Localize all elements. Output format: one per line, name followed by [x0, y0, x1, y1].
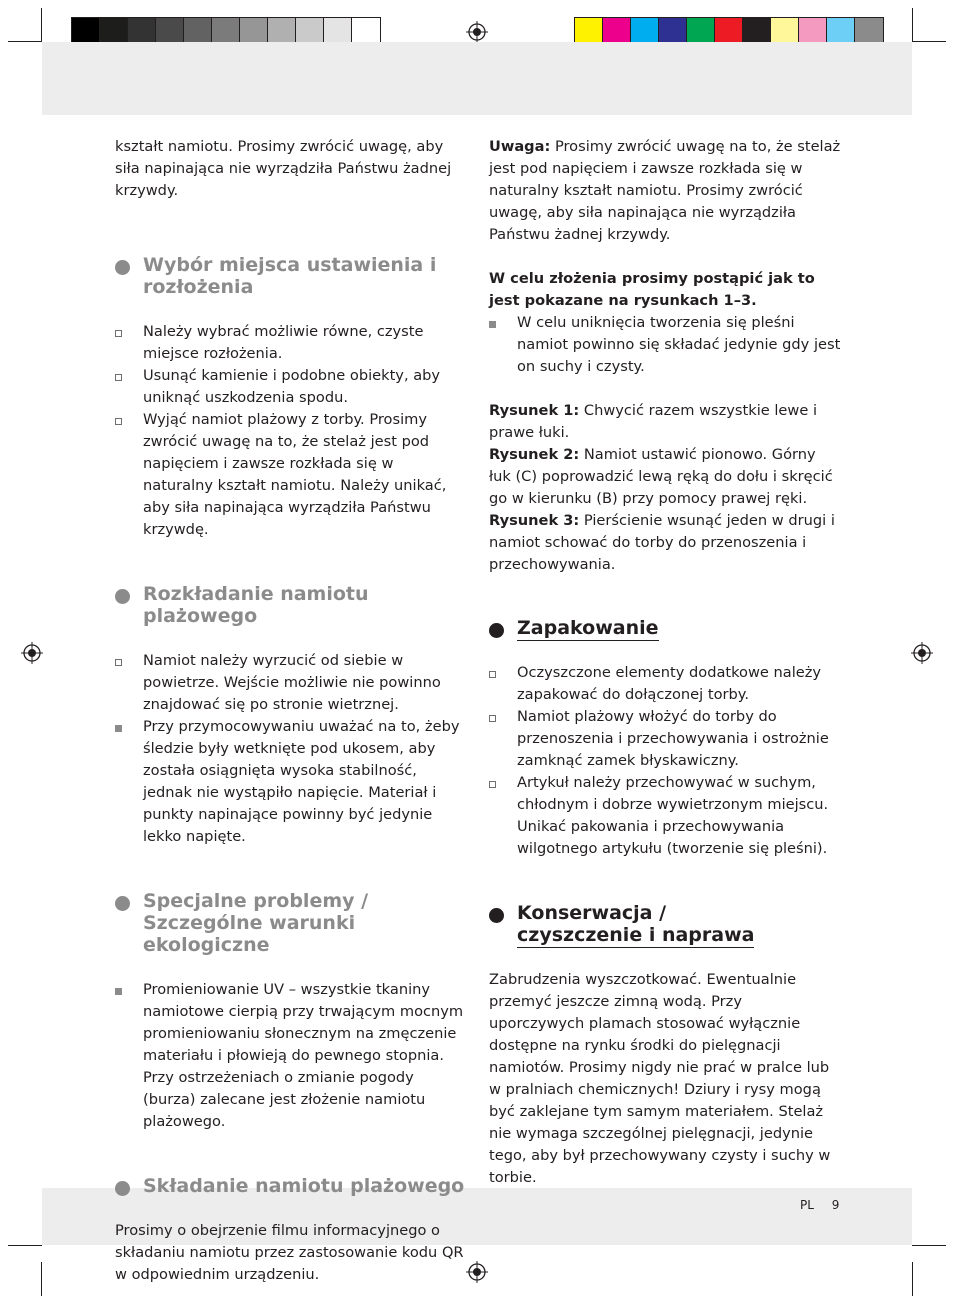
filled-square-bullet-icon: [115, 988, 122, 995]
crop-mark: [912, 8, 913, 42]
section-heading-problems: Specjalne problemy / Szczególne warunki ekologiczne: [115, 890, 467, 956]
crop-mark: [912, 1262, 913, 1296]
open-square-bullet-icon: [489, 715, 496, 722]
open-square-bullet-icon: [115, 659, 122, 666]
left-column: [115, 136, 467, 1286]
crop-mark: [41, 1262, 42, 1296]
list-item: Namiot należy wyrzucić od siebie w powietrze. Wejście możliwie nie powinno znajdować się po stronie wietrznej.: [115, 650, 467, 716]
intro-paragraph: kształt namiotu. Prosimy zwrócić uwagę, aby siła napinająca nie wyrządziła Państwu żadnej krzywdy.: [115, 138, 452, 199]
section-heading-maintenance: Konserwacja / czyszczenie i naprawa: [489, 902, 841, 946]
crop-mark: [912, 1245, 946, 1246]
open-square-bullet-icon: [115, 418, 122, 425]
crop-mark: [8, 1245, 42, 1246]
open-square-bullet-icon: [115, 330, 122, 337]
registration-mark-icon: [21, 642, 43, 664]
language-code: PL: [800, 1198, 814, 1212]
page-number: 9: [831, 1198, 840, 1212]
bullet-dot-icon: [115, 896, 130, 911]
open-square-bullet-icon: [489, 671, 496, 678]
open-square-bullet-icon: [489, 781, 496, 788]
list-item: Oczyszczone elementy dodatkowe należy zapakować do dołączonej torby.: [489, 662, 841, 706]
registration-mark-icon: [911, 642, 933, 664]
crop-mark: [912, 41, 946, 42]
registration-mark-icon: [466, 1261, 488, 1283]
filled-square-bullet-icon: [489, 321, 496, 328]
section-heading-folding: Składanie namiotu plażowego: [115, 1175, 467, 1197]
maintenance-paragraph: Zabrudzenia wyszczotkować. Ewentualnie przemyć jeszcze zimną wodą. Przy uporczywych plamach stosować wyłącznie dostępne na rynku środki do pielęgnacji namiotów. Prosimy nigdy nie prać w pralce lub w pralniach chemicznych! Dziury i rysy mogą być zaklejane tym samym materiałem. Stelaż nie wymaga szczególnej pielęgnacji, jedynie tego, aby był przechowywany czysty i suchy w torbie.: [489, 971, 831, 1186]
crop-mark: [41, 8, 42, 42]
list-item: Namiot plażowy włożyć do torby do przenoszenia i przechowywania i ostrożnie zamknąć zamek błyskawiczny.: [489, 706, 841, 772]
warning-paragraph: Uwaga: Prosimy zwrócić uwagę na to, że stelaż jest pod napięciem i zawsze rozkłada się w naturalny kształt namiotu. Prosimy zwrócić uwagę, aby siła napinająca nie wyrządziła Państwu żadnej krzywdy.: [489, 138, 841, 243]
packing-list: [489, 662, 841, 860]
setup-list: [115, 650, 467, 848]
section-heading-setup: Rozkładanie namiotu plażowego: [115, 583, 467, 627]
open-square-bullet-icon: [115, 374, 122, 381]
bullet-dot-icon: [115, 589, 130, 604]
filled-square-bullet-icon: [115, 725, 122, 732]
list-item: Wyjąć namiot plażowy z torby. Prosimy zwrócić uwagę na to, że stelaż jest pod napięciem i zawsze rozkłada się w naturalny kształt namiotu. Należy unikać, aby siła napinająca wyrządziła Państwu krzywdę.: [115, 409, 467, 541]
fold-instructions-heading: W celu złożenia prosimy postąpić jak to jest pokazane na rysunkach 1–3.: [489, 270, 815, 309]
bullet-dot-icon: [115, 1181, 130, 1196]
list-item: Promieniowanie UV – wszystkie tkaniny namiotowe cierpią przy trwającym mocnym promieniowaniu słonecznym na zmęczenie materiału i płowieją do pewnego stopnia. Przy ostrzeżeniach o zmianie pogody (burza) zalecane jest złożenie namiotu plażowego.: [115, 979, 467, 1133]
problems-list: [115, 979, 467, 1133]
registration-mark-icon: [466, 21, 488, 43]
list-item: Usunąć kamienie i podobne obiekty, aby uniknąć uszkodzenia spodu.: [115, 365, 467, 409]
right-column: [489, 136, 841, 1189]
section-heading-packing: Zapakowanie: [489, 617, 841, 639]
figure-3-step: Rysunek 3: Pierścienie wsunąć jeden w drugi i namiot schować do torby do przenoszenia i przechowywania.: [489, 512, 835, 573]
bullet-dot-icon: [115, 260, 130, 275]
crop-mark: [8, 41, 42, 42]
list-item: Przy przymocowywaniu uważać na to, żeby śledzie były wetknięte pod ukosem, aby została osiągnięta wysoka stabilność, jednak nie wystąpiło napięcie. Materiał i punkty napinające powinny być jedynie lekko napięte.: [115, 716, 467, 848]
bullet-dot-icon: [489, 623, 504, 638]
list-item: Artykuł należy przechowywać w suchym, chłodnym i dobrze wywietrzonym miejscu. Unikać pakowania i przechowywania wilgotnego artykułu (tworzenie się pleśni).: [489, 772, 841, 860]
location-list: [115, 321, 467, 541]
fold-list: [489, 312, 841, 378]
bullet-dot-icon: [489, 908, 504, 923]
figure-1-step: Rysunek 1: Chwycić razem wszystkie lewe i prawe łuki.: [489, 402, 818, 441]
warning-label: Uwaga:: [489, 138, 551, 155]
list-item: Należy wybrać możliwie równe, czyste miejsce rozłożenia.: [115, 321, 467, 365]
section-heading-location: Wybór miejsca ustawienia i rozłożenia: [115, 254, 467, 298]
folding-intro-paragraph: Prosimy o obejrzenie filmu informacyjnego o składaniu namiotu przez zastosowanie kodu QR w odpowiednim urządzeniu.: [115, 1222, 464, 1283]
header-band: [42, 42, 912, 115]
list-item: W celu uniknięcia tworzenia się pleśni namiot powinno się składać jedynie gdy jest on suchy i czysty.: [489, 312, 841, 378]
figure-2-step: Rysunek 2: Namiot ustawić pionowo. Górny łuk (C) poprowadzić lewą ręką do dołu i skręcić go w kierunku (B) przy pomocy prawej ręki.: [489, 446, 833, 507]
page-footer: [800, 1198, 853, 1212]
